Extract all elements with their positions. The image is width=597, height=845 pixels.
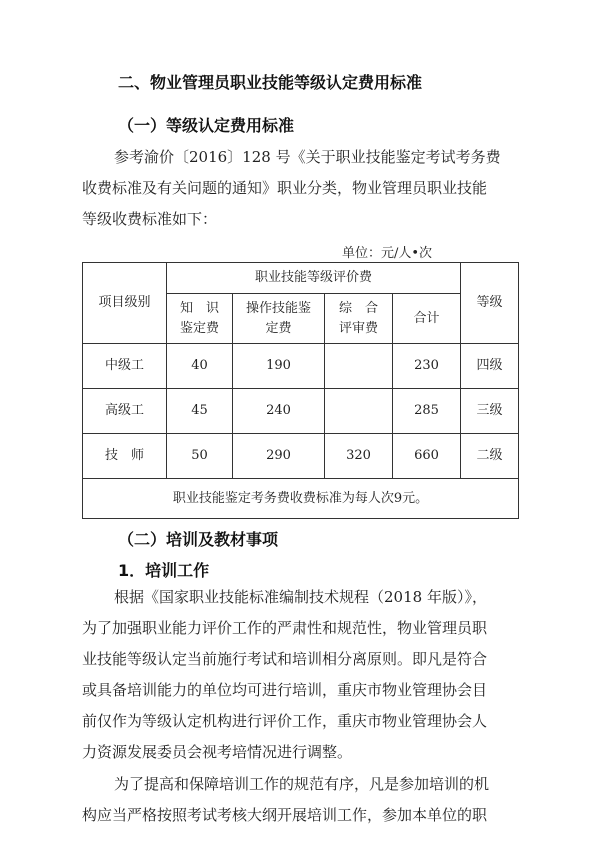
cell-review	[325, 344, 393, 389]
fee-table	[82, 262, 519, 519]
header-review-fee: 综 合 评审费	[325, 294, 393, 344]
header-fee-group: 职业技能等级评价费	[167, 263, 461, 294]
paragraph-line: 等级收费标准如下：	[82, 210, 218, 228]
cell-grade: 二级	[461, 434, 519, 479]
paragraph-line: 前仅作为等级认定机构进行评价工作，重庆市物业管理协会人	[82, 712, 488, 730]
item-title-training-work: 1．培训工作	[118, 561, 210, 580]
section-title: 二、物业管理员职业技能等级认定费用标准	[118, 73, 423, 92]
paragraph-line: 力资源发展委员会视考培情况进行调整。	[82, 743, 353, 761]
cell-knowledge: 45	[167, 389, 233, 434]
cell-level: 中级工	[83, 344, 167, 389]
header-level: 项目级别	[83, 263, 167, 344]
cell-skill: 290	[233, 434, 325, 479]
unit-note: 单位：元/人•次	[342, 246, 433, 261]
training-paragraph-2	[82, 769, 518, 831]
cell-grade: 四级	[461, 344, 519, 389]
header-grade: 等级	[461, 263, 519, 344]
cell-total: 660	[393, 434, 461, 479]
cell-skill: 190	[233, 344, 325, 389]
cell-grade: 三级	[461, 389, 519, 434]
table-row	[83, 344, 519, 389]
cell-level: 技 师	[83, 434, 167, 479]
cell-total: 285	[393, 389, 461, 434]
header-total: 合计	[393, 294, 461, 344]
table-header-row	[83, 263, 519, 294]
subsection-title-fee-standard: （一）等级认定费用标准	[118, 116, 295, 135]
cell-total: 230	[393, 344, 461, 389]
table-row	[83, 389, 519, 434]
header-skill-fee: 操作技能鉴 定费	[233, 294, 325, 344]
table-row	[83, 434, 519, 479]
paragraph-line: 或具备培训能力的单位均可进行培训，重庆市物业管理协会目	[82, 681, 488, 699]
paragraph-line: 业技能等级认定当前施行考试和培训相分离原则。即凡是符合	[82, 650, 488, 668]
header-knowledge-fee: 知 识 鉴定费	[167, 294, 233, 344]
paragraph-line: 根据《国家职业技能标准编制技术规程（2018 年版）》，	[114, 588, 487, 606]
paragraph-line: 收费标准及有关问题的通知》职业分类，物业管理员职业技能	[82, 179, 488, 197]
footer-note: 职业技能鉴定考务费收费标准为每人次9元。	[83, 479, 519, 519]
paragraph-line: 为了提高和保障培训工作的规范有序，凡是参加培训的机	[114, 775, 490, 793]
paragraph-line: 参考渝价〔2016〕128 号《关于职业技能鉴定考试考务费	[114, 148, 501, 166]
intro-paragraph	[82, 142, 518, 235]
paragraph-line: 构应当严格按照考试考核大纲开展培训工作，参加本单位的职	[82, 806, 488, 824]
cell-skill: 240	[233, 389, 325, 434]
cell-review: 320	[325, 434, 393, 479]
cell-level: 高级工	[83, 389, 167, 434]
cell-review	[325, 389, 393, 434]
subsection-title-training: （二）培训及教材事项	[118, 530, 279, 549]
training-paragraph-1	[82, 582, 518, 768]
cell-knowledge: 40	[167, 344, 233, 389]
cell-knowledge: 50	[167, 434, 233, 479]
table-footer-row	[83, 479, 519, 519]
paragraph-line: 为了加强职业能力评价工作的严肃性和规范性，物业管理员职	[82, 619, 488, 637]
